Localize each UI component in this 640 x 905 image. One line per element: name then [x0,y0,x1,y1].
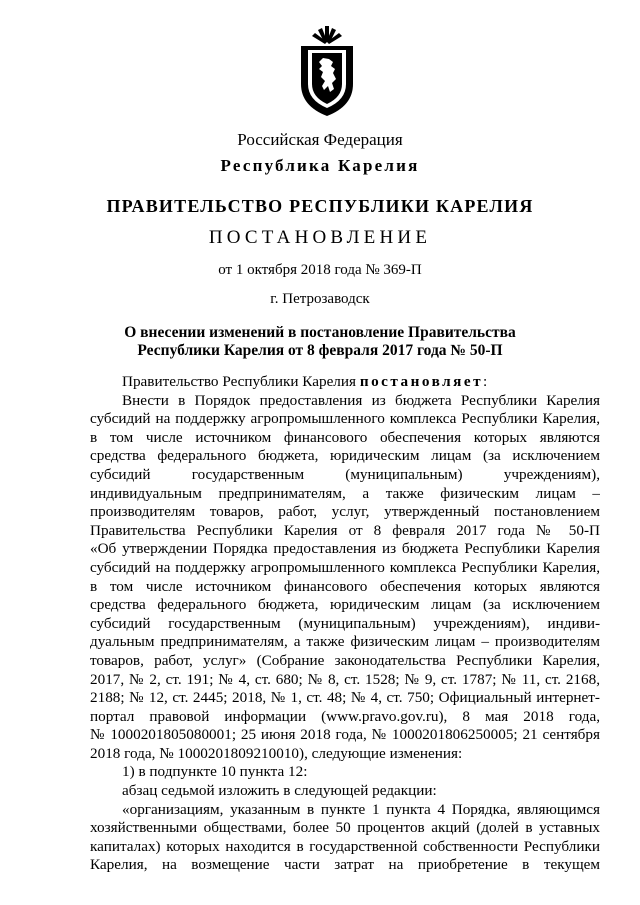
decree-body [90,373,600,875]
emblem-of-karelia-icon [296,26,358,118]
body-line: 1) в подпункте 10 пункта 12: [122,763,308,781]
decree-subject [0,324,640,360]
body-line: Карелия, на возмещение части затрат на приобретение в текущем [90,856,600,874]
body-line: товаров, работ, услуг» (Собрание законодательства Республики Карелия, [90,651,600,669]
body-line: субсидий на поддержку агропромышленного комплекса Республики Карелия, [90,558,600,576]
government-title: ПРАВИТЕЛЬСТВО РЕСПУБЛИКИ КАРЕЛИЯ [106,196,534,216]
body-line: дуальным предпринимателям, а также физическим лицам – производителям [90,633,600,651]
body-line: 2188; № 12, ст. 2445; 2018, № 1, ст. 48; № 4, ст. 750; Официальный интернет- [90,689,600,707]
body-line: «Об утверждении Порядка предоставления из бюджета Республики Карелия [90,540,600,558]
decree-city: г. Петрозаводск [270,291,370,307]
subject-line: О внесении изменений в постановление Правительства [124,324,516,341]
preamble [90,373,600,392]
decree-date: от 1 октября 2018 года № 369-П [218,262,422,278]
body-line: абзац седьмой изложить в следующей редакции: [122,782,437,800]
decree-type: ПОСТАНОВЛЕНИЕ [208,227,432,248]
body-line: «организациям, указанным в пункте 1 пункта 4 Порядка, являющимся [122,800,600,818]
body-line: хозяйственными обществами, более 50 процентов акций (долей в уставных [90,819,600,837]
body-line: в том числе источником финансового обеспечения которых являются [90,577,600,595]
federation-title: Российская Федерация [237,130,403,149]
subject-line: Республики Карелия от 8 февраля 2017 года № 50-П [137,342,503,359]
preamble-text: Правительство Республики Карелия [122,373,360,390]
body-line: индивидуальным предпринимателям, а также физическим лицам – [90,484,600,502]
body-line: капиталах) которых находится в государственной собственности Республики [90,837,600,855]
preamble-verb: постановляет [359,373,484,390]
body-line: 2017, № 2, ст. 191; № 4, ст. 680; № 8, ст. 1528; № 9, ст. 1787; № 11, ст. 2168, [90,670,600,688]
body-line: средства федерального бюджета, юридическим лицам (за исключением [90,447,600,465]
body-line: производителям товаров, работ, услуг, утвержденный постановлением [90,503,600,521]
body-line: Внести в Порядок предоставления из бюджета Республики Карелия [122,391,600,409]
body-line: в том числе источником финансового обеспечения которых являются [90,428,600,446]
body-line: субсидий государственным (муниципальным) учреждениям), индиви- [90,614,600,632]
body-line: субсидий государственным (муниципальным) учреждениям), [90,465,600,483]
preamble-colon: : [483,373,488,390]
body-line: 2018 года, № 1000201809210010), следующие изменения: [90,744,463,762]
body-line: портал правовой информации (www.pravo.gov.ru), 8 мая 2018 года, [90,707,600,725]
republic-title: Республика Карелия [220,156,420,175]
body-line: № 1000201805080001; 25 июня 2018 года, № 1000201806250005; 21 сентября [90,726,600,744]
body-line: средства федерального бюджета, юридическим лицам (за исключением [90,596,600,614]
body-line: Правительства Республики Карелия от 8 февраля 2017 года № 50-П [90,521,600,539]
body-line: субсидий на поддержку агропромышленного комплекса Республики Карелия, [90,410,600,428]
